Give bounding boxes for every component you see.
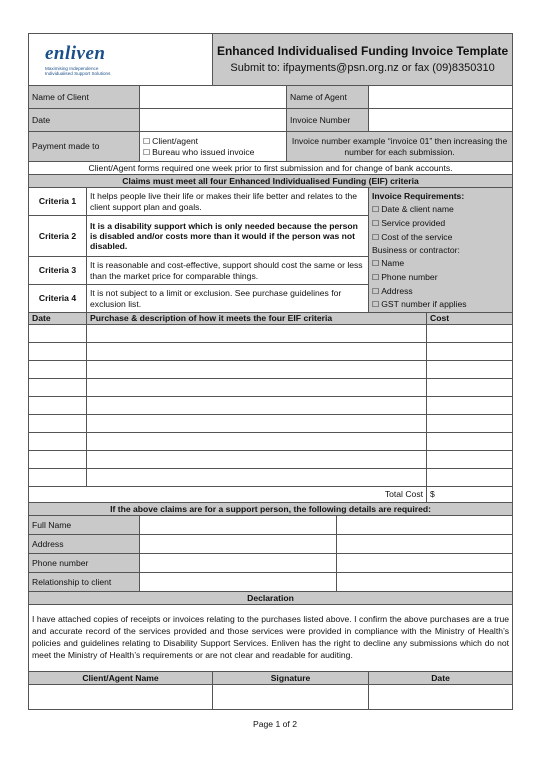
purchase-cost-cell[interactable] (427, 469, 513, 487)
purchase-desc-cell[interactable] (87, 325, 427, 343)
purchase-desc-cell[interactable] (87, 379, 427, 397)
support-field-input[interactable] (337, 516, 513, 535)
date-label: Date (29, 109, 140, 132)
contractor-heading: Business or contractor: (372, 245, 460, 256)
invoice-number-field[interactable] (369, 109, 513, 132)
client-name-label: Name of Client (29, 86, 140, 109)
checkbox-icon[interactable]: ☐ (372, 232, 380, 242)
purchase-date-header: Date (29, 313, 87, 325)
purchase-cost-cell[interactable] (427, 379, 513, 397)
support-field-input[interactable] (337, 554, 513, 573)
support-field-label: Address (29, 535, 140, 554)
requirement-item: ☐ Service provided (372, 217, 446, 228)
criteria-label: Criteria 2 (29, 216, 87, 257)
option-agent-label: Client/agent (152, 135, 199, 146)
purchase-date-cell[interactable] (29, 361, 87, 379)
page-number: Page 1 of 2 (253, 719, 297, 729)
purchase-desc-cell[interactable] (87, 343, 427, 361)
signature-header: Signature (213, 672, 369, 685)
criteria-label: Criteria 3 (29, 257, 87, 285)
total-cost-field[interactable] (427, 487, 513, 503)
notice: Client/Agent forms required one week prior to first submission and for change of bank accounts. (29, 162, 513, 175)
support-field-input[interactable] (140, 573, 337, 592)
invoice-form (28, 33, 512, 710)
signature-field[interactable] (213, 685, 369, 710)
purchase-date-cell[interactable] (29, 415, 87, 433)
requirement-item: ☐ Date & client name (372, 204, 454, 215)
support-field-input[interactable] (337, 535, 513, 554)
criteria-label: Criteria 4 (29, 285, 87, 313)
agent-name-label: Name of Agent (287, 86, 369, 109)
purchase-date-cell[interactable] (29, 343, 87, 361)
date-field[interactable] (140, 109, 287, 132)
purchase-cost-cell[interactable] (427, 451, 513, 469)
purchase-date-cell[interactable] (29, 397, 87, 415)
declaration-heading: Declaration (29, 592, 513, 605)
support-field-input[interactable] (337, 573, 513, 592)
agent-name-field[interactable] (369, 86, 513, 109)
signature-date-field[interactable] (369, 685, 513, 710)
checkbox-icon[interactable]: ☐ (372, 300, 380, 310)
support-field-input[interactable] (140, 516, 337, 535)
purchase-desc-header: Purchase & description of how it meets the four EIF criteria (87, 313, 427, 325)
payment-options (140, 132, 287, 162)
logo (29, 34, 213, 86)
purchase-cost-cell[interactable] (427, 433, 513, 451)
criteria-text: It is reasonable and cost-effective, support should cost the same or less than the market price for comparable things. (87, 257, 369, 285)
criteria-text: It is not subject to a limit or exclusion. See purchase guidelines for exclusion list. (87, 285, 369, 313)
form-header (213, 34, 513, 86)
purchase-cost-cell[interactable] (427, 325, 513, 343)
purchase-date-cell[interactable] (29, 325, 87, 343)
payment-label: Payment made to (29, 132, 140, 162)
purchase-desc-cell[interactable] (87, 415, 427, 433)
currency-symbol: $ (430, 489, 435, 500)
contractor-item: ☐ Name (372, 258, 405, 269)
payment-option-agent[interactable] (143, 136, 283, 147)
signatory-name-header: Client/Agent Name (29, 672, 213, 685)
purchase-cost-cell[interactable] (427, 343, 513, 361)
support-field-label: Relationship to client (29, 573, 140, 592)
checkbox-icon[interactable]: ☐ (372, 286, 380, 296)
logo-tagline: Maximising Independence (45, 65, 99, 71)
purchase-desc-cell[interactable] (87, 397, 427, 415)
purchase-cost-cell[interactable] (427, 397, 513, 415)
purchase-date-cell[interactable] (29, 433, 87, 451)
checkbox-icon[interactable]: ☐ (372, 273, 380, 282)
criteria-label: Criteria 1 (29, 188, 87, 216)
client-name-field[interactable] (140, 86, 287, 109)
purchase-date-cell[interactable] (29, 451, 87, 469)
checkbox-icon[interactable]: ☐ (372, 259, 380, 269)
support-person-heading: If the above claims are for a support person, the following details are required: (29, 503, 513, 516)
requirement-item: ☐ Cost of the service (372, 231, 453, 242)
checkbox-icon[interactable]: ☐ (372, 205, 380, 215)
purchase-desc-cell[interactable] (87, 361, 427, 379)
criteria-heading: Claims must meet all four Enhanced Individualised Funding (EIF) criteria (29, 175, 513, 188)
purchase-date-cell[interactable] (29, 379, 87, 397)
support-field-label: Phone number (29, 554, 140, 573)
criteria-text: It helps people live their life or makes their life better and relates to the client support plan and goals. (87, 188, 369, 216)
signatory-name-field[interactable] (29, 685, 213, 710)
total-cost-label: Total Cost (29, 487, 427, 503)
invoice-table (28, 33, 513, 710)
purchase-cost-cell[interactable] (427, 415, 513, 433)
checkbox-icon[interactable]: ☐ (143, 136, 151, 146)
support-field-input[interactable] (140, 535, 337, 554)
purchase-desc-cell[interactable] (87, 469, 427, 487)
logo-word: enliven (45, 43, 106, 65)
purchase-desc-cell[interactable] (87, 451, 427, 469)
purchase-desc-cell[interactable] (87, 433, 427, 451)
purchase-date-cell[interactable] (29, 469, 87, 487)
contractor-item: ☐ Address (372, 285, 413, 296)
checkbox-icon[interactable]: ☐ (143, 147, 151, 157)
contractor-item: ☐ GST number if applies (372, 299, 467, 310)
form-title: Enhanced Individualised Funding Invoice Template (216, 44, 509, 59)
support-field-input[interactable] (140, 554, 337, 573)
requirements-heading: Invoice Requirements: (372, 191, 465, 201)
logo-subtagline: Individualised Support Solutions (45, 70, 111, 76)
invoice-number-label: Invoice Number (287, 109, 369, 132)
criteria-text: It is a disability support which is only needed because the person is disabled and/or costs more than it would if the person was not disabled. (87, 216, 369, 257)
payment-option-bureau[interactable] (143, 147, 283, 158)
purchase-cost-cell[interactable] (427, 361, 513, 379)
declaration-text: I have attached copies of receipts or invoices relating to the purchases listed above. I confirm the above purchases are a true and accurate record of the services provided and those services were provided in compliance with the Ministry of Health’s policies and guidelines relating to Disability Support Services. Enliven has the right to decline any submissions which do not meet the Ministry of Health’s requirements or are not clear and readable for auditing. (29, 605, 513, 672)
signature-date-header: Date (369, 672, 513, 685)
option-bureau-label: Bureau who issued invoice (152, 146, 255, 157)
checkbox-icon[interactable]: ☐ (372, 218, 380, 228)
invoice-requirements (369, 188, 513, 313)
support-field-label: Full Name (29, 516, 140, 535)
invoice-number-example: Invoice number example “invoice 01” then increasing the number for each submission. (287, 132, 513, 162)
contractor-item: ☐ Phone number (372, 272, 438, 282)
purchase-cost-header: Cost (427, 313, 513, 325)
submit-info: Submit to: ifpayments@psn.org.nz or fax (09)8350310 (230, 61, 495, 74)
